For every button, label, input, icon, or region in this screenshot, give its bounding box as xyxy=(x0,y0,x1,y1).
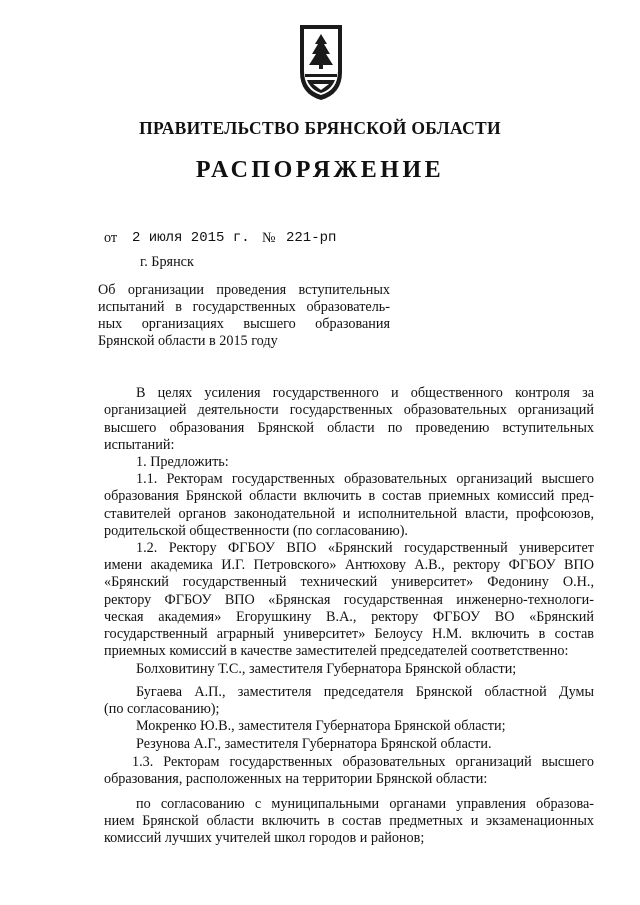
body-line: нием Брянской области включить в состав предметных и экзаменационных xyxy=(104,813,594,829)
body-line: родительской общественности (по согласованию). xyxy=(104,523,408,539)
body-line: (по согласованию); xyxy=(104,701,220,717)
body-line: 1.2. Ректору ФГБОУ ВПО «Брянский государственный университет xyxy=(136,540,594,556)
date-prefix: от xyxy=(104,230,118,246)
body-line: «Брянский государственный технический университет» Федонину О.Н., xyxy=(104,574,594,590)
body-line: комиссий лучших учителей школ городов и районов; xyxy=(104,830,425,846)
body-line: образования Брянской области включить в состав приемных комиссий пред- xyxy=(104,488,594,504)
coat-of-arms-emblem xyxy=(297,22,345,102)
subject-line: Об организации проведения вступительных xyxy=(98,282,390,298)
body-line: Бугаева А.П., заместителя председателя Брянской областной Думы xyxy=(136,684,594,700)
body-line: образования, расположенных на территории Брянской области: xyxy=(104,771,488,787)
body-line: ректору ФГБОУ ВПО «Брянская государственная инженерно-технологи- xyxy=(104,592,594,608)
body-line: 1.3. Ректорам государственных образовательных организаций высшего xyxy=(132,754,594,770)
body-line: ставителей органов законодательной и исполнительной власти, профсоюзов, xyxy=(104,506,594,522)
body-line: высшего образования Брянской области по проведению вступительных xyxy=(104,420,594,436)
body-line: Болховитину Т.С., заместителя Губернатора Брянской области; xyxy=(136,661,517,677)
body-line: Мокренко Ю.В., заместителя Губернатора Брянской области; xyxy=(136,718,506,734)
body-line: организацией деятельности государственных образовательных организаций xyxy=(104,402,594,418)
document-date: 2 июля 2015 г. xyxy=(132,230,250,246)
number-prefix: № xyxy=(262,230,276,246)
subject-line: Брянской области в 2015 году xyxy=(98,333,278,349)
body-line: Резунова А.Г., заместителя Губернатора Брянской области. xyxy=(136,736,492,752)
subject-line: ных организациях высшего образования xyxy=(98,316,390,332)
document-number: 221-рп xyxy=(286,230,337,246)
subject-line: испытаний в государственных образователь- xyxy=(98,299,390,315)
body-line: 1. Предложить: xyxy=(136,454,229,470)
body-line: государственный аграрный университет» Белоусу Н.М. включить в состав xyxy=(104,626,594,642)
body-line: В целях усиления государственного и общественного контроля за xyxy=(136,385,594,401)
document-city: г. Брянск xyxy=(140,254,194,270)
document-type-title: РАСПОРЯЖЕНИЕ xyxy=(195,157,445,183)
body-line: ческая академия» Егорушкину В.А., ректору ФГБОУ ВО «Брянский xyxy=(104,609,594,625)
body-line: имени академика И.Г. Петровского» Антюхову А.В., ректору ФГБОУ ВПО xyxy=(104,557,594,573)
body-line: 1.1. Ректорам государственных образовательных организаций высшего xyxy=(136,471,594,487)
body-line: испытаний: xyxy=(104,437,175,453)
body-line: приемных комиссий в качестве заместителей председателей соответственно: xyxy=(104,643,569,659)
government-title: ПРАВИТЕЛЬСТВО БРЯНСКОЙ ОБЛАСТИ xyxy=(139,118,501,138)
body-line: по согласованию с муниципальными органами управления образова- xyxy=(136,796,594,812)
